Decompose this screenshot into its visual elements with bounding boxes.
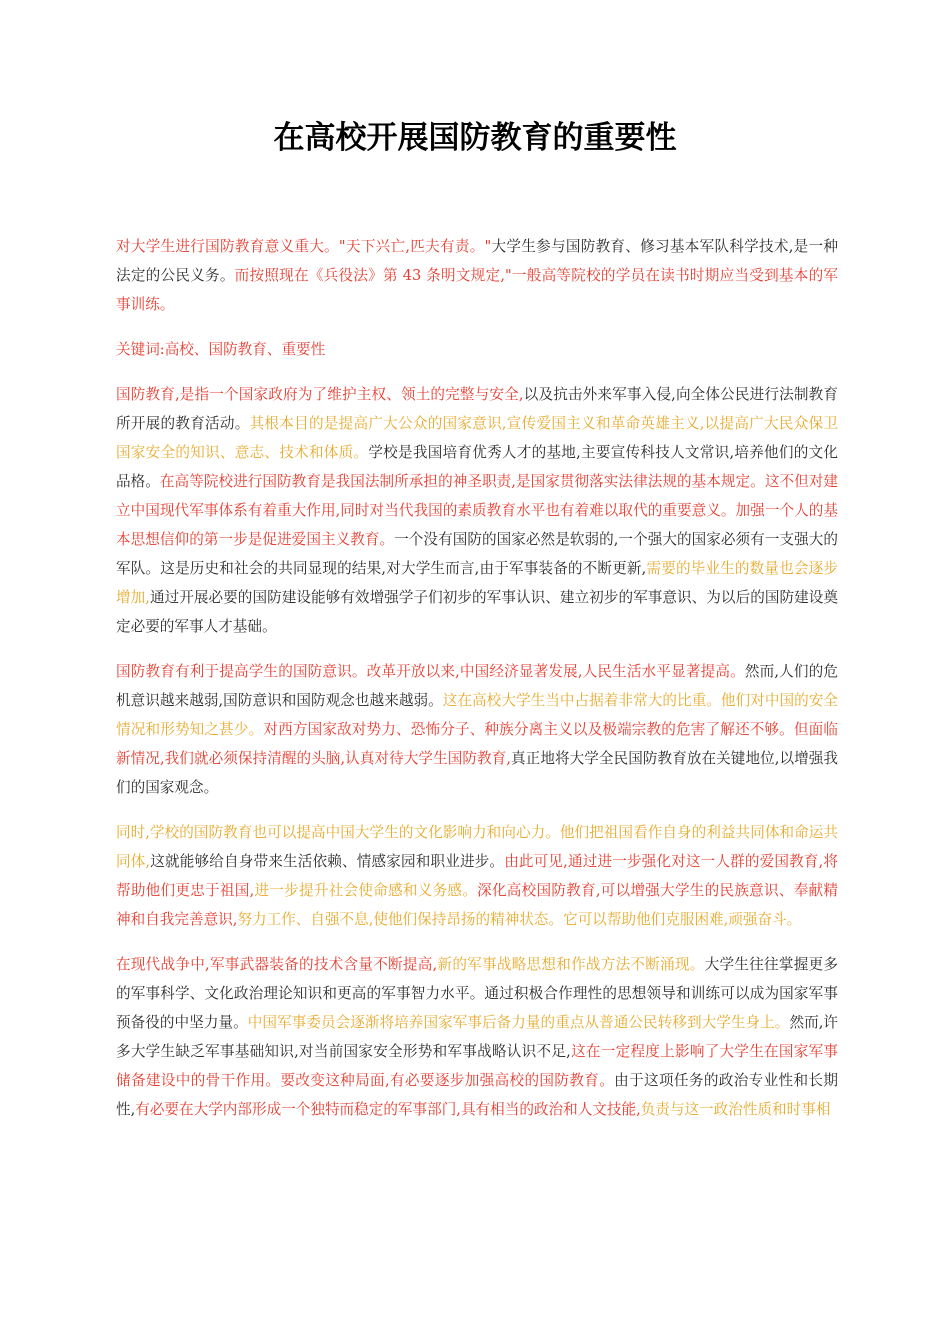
text-segment: 大学生参与国防教育、修习基本军队科学技术,是一种法定的公民义务。 [116, 238, 838, 284]
paragraph [116, 657, 838, 802]
text-segment: 大学生往往掌握更多的军事科学、文化政治理论知识和更高的军事智力水平。通过积极合作理性的思想领导和训练可以成为国家军事预备役的中坚力量。 [116, 956, 838, 1031]
paragraph [116, 380, 838, 641]
text-segment: 国防教育,是指一个国家政府为了维护主权、领土的完整与安全, [116, 386, 524, 403]
text-segment: 中国军事委员会逐渐将培养国家军事后备力量的重点从普通公民转移到大学生身上。 [247, 1014, 790, 1031]
text-segment: 以及抗击外来军事入侵,向全体公民进行法制教育所开展的教育活动。 [116, 386, 838, 432]
text-segment: 对西方国家敌对势力、恐怖分子、种族分离主义以及极端宗教的危害了解还不够。但面临新情况,我们就必须保持清醒的头脑,认真对待大学生国防教育, [116, 721, 838, 767]
text-segment: 负责与这一政治性质和时事相 [640, 1101, 831, 1118]
text-segment: 国防教育有利于提高学生的国防意识。改革开放以来,中国经济显著发展,人民生活水平显著提高。 [116, 663, 745, 680]
text-segment: 而按照现在《兵役法》第 43 条明文规定,"一般高等院校的学员在读书时期应当受到基本的军事训练。 [116, 267, 838, 313]
text-segment: 学校是我国培育优秀人才的基地,主要宣传科技人文常识,培养他们的文化品格。 [116, 444, 839, 490]
text-segment: 这在一定程度上影响了大学生在国家军事储备建设中的骨干作用。要改变这种局面,有必要逐步加强高校的国防教育。 [116, 1043, 839, 1089]
text-segment: 真正地将大学全民国防教育放在关键地位,以增强我们的国家观念。 [116, 750, 838, 796]
text-segment: 深化高校国防教育,可以增强大学生的民族意识、奉献精神和自我完善意识, [116, 882, 838, 928]
text-segment: 通过开展必要的国防建设能够有效增强学子们初步的军事认识、建立初步的军事意识、为以后的国防建设奠定必要的军事人才基础。 [116, 589, 838, 635]
paragraph [116, 818, 838, 934]
text-segment: 其根本目的是提高广大公众的国家意识,宣传爱国主义和革命英雄主义,以提高广大民众保卫国家安全的知识、意志、技术和体质。 [116, 415, 838, 461]
document-body [116, 232, 838, 1140]
text-segment: 然而,许多大学生缺乏军事基础知识,对当前国家安全形势和军事战略认识不足, [116, 1014, 838, 1060]
text-segment: 关键词:高校、国防教育、重要性 [116, 341, 326, 358]
text-segment: 由此可见,通过进一步强化对这一人群的爱国教育,将帮助他们更忠于祖国, [116, 853, 839, 899]
text-segment: 新的军事战略思想和作战方法不断涌现。 [437, 956, 705, 973]
text-segment: 这在高校大学生当中占据着非常大的比重。他们对中国的安全情况和形势知之甚少。 [116, 692, 838, 738]
text-segment: 同时,学校的国防教育也可以提高中国大学生的文化影响力和向心力。他们把祖国看作自身的利益共同体和命运共同体, [116, 824, 838, 870]
text-segment: 在现代战争中,军事武器装备的技术含量不断提高, [116, 956, 438, 973]
text-segment: 努力工作、自强不息,使他们保持昂扬的精神状态。它可以帮助他们克服困难,顽强奋斗。 [237, 911, 802, 928]
text-segment: 有必要在大学内部形成一个独特而稳定的军事部门,具有相当的政治和人文技能, [135, 1101, 641, 1118]
text-segment: 在高等院校进行国防教育是我国法制所承担的神圣职责,是国家贯彻落实法律法规的基本规定。这不但对建立中国现代军事体系有着重大作用,同时对当代我国的素质教育水平也有着难以取代的重要意义。加强一个人的基本思想信仰的第一步是促进爱国主义教育。 [116, 473, 838, 548]
text-segment: 需要的毕业生的数量也会逐步增加, [116, 560, 838, 606]
text-segment: 对大学生进行国防教育意义重大。 [116, 238, 339, 255]
text-segment: 然而,人们的危机意识越来越弱,国防意识和国防观念也越来越弱。 [116, 663, 838, 709]
paragraph [116, 950, 838, 1124]
text-segment: "天下兴亡,匹夫有责。" [338, 238, 492, 255]
text-segment: 这就能够给自身带来生活依赖、情感家园和职业进步。 [150, 853, 505, 870]
text-segment: 一个没有国防的国家必然是软弱的,一个强大的国家必须有一支强大的军队。这是历史和社会的共同显现的结果,对大学生而言,由于军事装备的不断更新, [116, 531, 838, 577]
paragraph [116, 335, 838, 364]
paragraph [116, 232, 838, 319]
text-segment: 由于这项任务的政治专业性和长期性, [116, 1072, 838, 1118]
text-segment: 进一步提升社会使命感和义务感。 [254, 882, 478, 899]
page-title: 在高校开展国防教育的重要性 [273, 120, 677, 156]
